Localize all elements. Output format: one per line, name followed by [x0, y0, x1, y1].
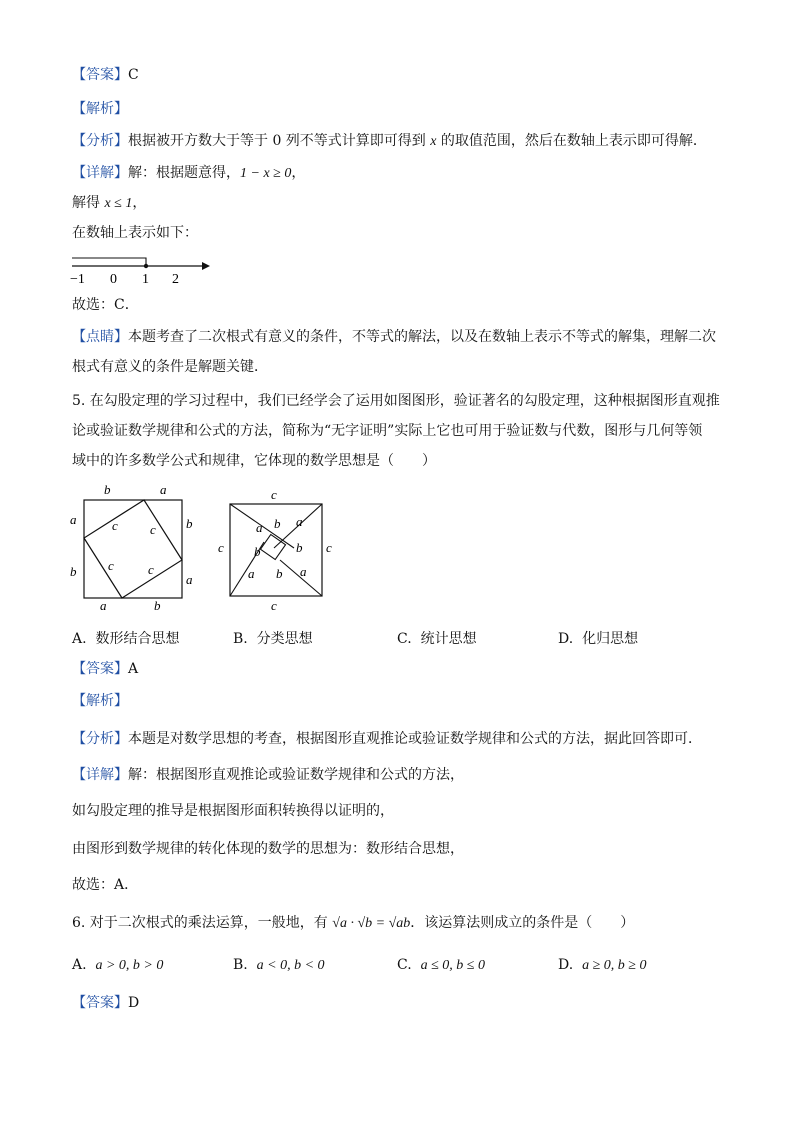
- label-inner-c3: c: [108, 558, 114, 573]
- label-right-b: b: [186, 516, 193, 531]
- q4-solve-line: [72, 194, 146, 213]
- q5-choice: 故选：A．: [72, 877, 139, 893]
- option-letter: D.: [558, 631, 574, 647]
- q6-answer-line: [72, 994, 139, 1012]
- q5-detail-line3: 由图形到数学规律的转化体现的数学的思想为：数形结合思想，: [72, 841, 464, 857]
- option-letter: C.: [397, 957, 412, 973]
- stem-formula: √a · √b = √ab: [332, 916, 411, 931]
- option-letter: C.: [397, 631, 412, 647]
- fenxi-text-b: 的取值范围，然后在数轴上表示即可得解．: [436, 133, 707, 149]
- label-a4: a: [300, 564, 307, 579]
- stem-prefix: 6. 对于二次根式的乘法运算，一般地，有: [72, 915, 333, 931]
- option-letter: D.: [558, 957, 574, 973]
- q5-stem-line2: 论或验证数学规律和公式的方法，简称为“无字证明”实际上它也可用于验证数与代数，图形与几何等领: [72, 423, 703, 439]
- solution-endpoint: [144, 264, 148, 268]
- q5-option-c[interactable]: [397, 630, 477, 648]
- option-text: 化归思想: [582, 631, 639, 647]
- label-b4: b: [276, 566, 283, 581]
- fenxi-text: 本题是对数学思想的考查，根据图形直观推论或验证数学规律和公式的方法，据此回答即可．: [128, 731, 702, 747]
- label-bottom-c: c: [271, 598, 277, 612]
- fenxi-tag: 【分析】: [72, 731, 128, 747]
- option-text: a ≤ 0, b ≤ 0: [420, 958, 485, 973]
- q5-detail-line: [72, 766, 464, 784]
- detail-tag: 【详解】: [72, 767, 128, 783]
- label-left-c: c: [218, 540, 224, 555]
- option-text: a ≥ 0, b ≥ 0: [582, 958, 647, 973]
- label-inner-c4: c: [148, 562, 154, 577]
- q5-stem-line1: 5. 在勾股定理的学习过程中，我们已经学会了运用如图图形，验证著名的勾股定理，这种根据图形直观推: [72, 393, 720, 409]
- detail-tag: 【详解】: [72, 165, 128, 181]
- q4-analysis-tag: [72, 100, 128, 118]
- label-top-b: b: [104, 482, 111, 497]
- q6-option-b[interactable]: [233, 956, 325, 975]
- q5-option-d[interactable]: [558, 630, 638, 648]
- solve-tail: ，: [132, 195, 147, 211]
- answer-tag: 【答案】: [72, 995, 128, 1011]
- tick-label-2: 2: [172, 272, 179, 286]
- solution-bracket: [72, 258, 146, 266]
- option-letter: B.: [233, 631, 248, 647]
- answer-tag: 【答案】: [72, 67, 128, 83]
- option-text: a < 0, b < 0: [256, 958, 325, 973]
- numberline-intro: 在数轴上表示如下：: [72, 225, 198, 241]
- q5-detail-line2: 如勾股定理的推导是根据图形面积转换得以证明的，: [72, 803, 394, 819]
- label-inner-c2: c: [150, 522, 156, 537]
- label-a1: a: [256, 520, 263, 535]
- fenxi-var: x: [430, 134, 437, 149]
- q5-analysis-tag: [72, 692, 128, 710]
- detail-text: 解：根据图形直观推论或验证数学规律和公式的方法，: [128, 767, 464, 783]
- answer-tag: 【答案】: [72, 661, 128, 677]
- q6-option-d[interactable]: [558, 956, 646, 975]
- inner-square: [84, 500, 182, 598]
- answer-value: A: [128, 661, 139, 677]
- label-left-b: b: [70, 564, 77, 579]
- comment-text-1: 本题考查了二次根式有意义的条件，不等式的解法，以及在数轴上表示不等式的解集，理解二次: [128, 329, 716, 345]
- option-letter: A.: [72, 631, 87, 647]
- label-right-a: a: [186, 572, 193, 587]
- label-a2: a: [296, 514, 303, 529]
- q4-detail-line: [72, 164, 305, 183]
- q5-option-b[interactable]: [233, 630, 313, 648]
- center-square: [260, 534, 285, 559]
- q6-stem-line: [72, 914, 634, 933]
- analysis-tag: 【解析】: [72, 101, 128, 117]
- label-bottom-b: b: [154, 598, 161, 613]
- answer-value: D: [128, 995, 140, 1011]
- q6-option-c[interactable]: [397, 956, 485, 975]
- label-b3: b: [296, 540, 303, 555]
- label-top-c: c: [271, 487, 277, 502]
- fenxi-tag: 【分析】: [72, 133, 128, 149]
- number-line-figure: [70, 252, 220, 286]
- label-right-c: c: [326, 540, 332, 555]
- q5-answer-line: [72, 660, 138, 678]
- tick-label-0: 0: [110, 272, 117, 286]
- comment-tag: 【点睛】: [72, 329, 128, 345]
- tick-label-neg1: −1: [70, 272, 85, 286]
- label-inner-c1: c: [112, 518, 118, 533]
- option-letter: A.: [72, 957, 87, 973]
- option-text: 分类思想: [256, 631, 313, 647]
- label-left-a: a: [70, 512, 77, 527]
- q4-comment-line2: 根式有意义的条件是解题关键．: [72, 359, 268, 375]
- option-text: a > 0, b > 0: [95, 958, 164, 973]
- label-b2: b: [254, 544, 261, 559]
- option-text: 数形结合思想: [95, 631, 180, 647]
- fenxi-text-a: 根据被开方数大于等于 0 列不等式计算即可得到: [128, 133, 431, 149]
- outer-square: [84, 500, 182, 598]
- q4-answer-line: [72, 66, 139, 84]
- analysis-tag: 【解析】: [72, 693, 128, 709]
- q6-option-a[interactable]: [72, 956, 163, 975]
- solve-prefix: 解得: [72, 195, 105, 211]
- label-top-a: a: [160, 482, 167, 497]
- q5-stem-line3: 域中的许多数学公式和规律，它体现的数学思想是（ ）: [72, 453, 436, 469]
- q4-fenxi-line: [72, 132, 707, 151]
- label-b1: b: [274, 516, 281, 531]
- solve-inequality: x ≤ 1: [104, 196, 133, 211]
- detail-text: 解：根据题意得，: [128, 165, 240, 181]
- q5-option-a[interactable]: [72, 630, 179, 648]
- label-a3: a: [248, 566, 255, 581]
- label-bottom-a: a: [100, 598, 107, 613]
- pythagoras-figure-left: [64, 480, 206, 614]
- answer-value: C: [128, 67, 139, 83]
- tick-label-1: 1: [142, 272, 149, 286]
- q5-fenxi-line: [72, 730, 702, 748]
- option-letter: B.: [233, 957, 248, 973]
- detail-inequality: 1 − x ≥ 0: [240, 166, 292, 181]
- pythagoras-figure-right: [214, 486, 340, 612]
- q4-comment-line1: [72, 328, 716, 346]
- number-line-arrow: [202, 262, 210, 270]
- stem-suffix: ．该运算法则成立的条件是（ ）: [410, 915, 635, 931]
- option-text: 统计思想: [420, 631, 477, 647]
- detail-tail: ，: [291, 165, 306, 181]
- q4-choice: 故选：C．: [72, 297, 139, 313]
